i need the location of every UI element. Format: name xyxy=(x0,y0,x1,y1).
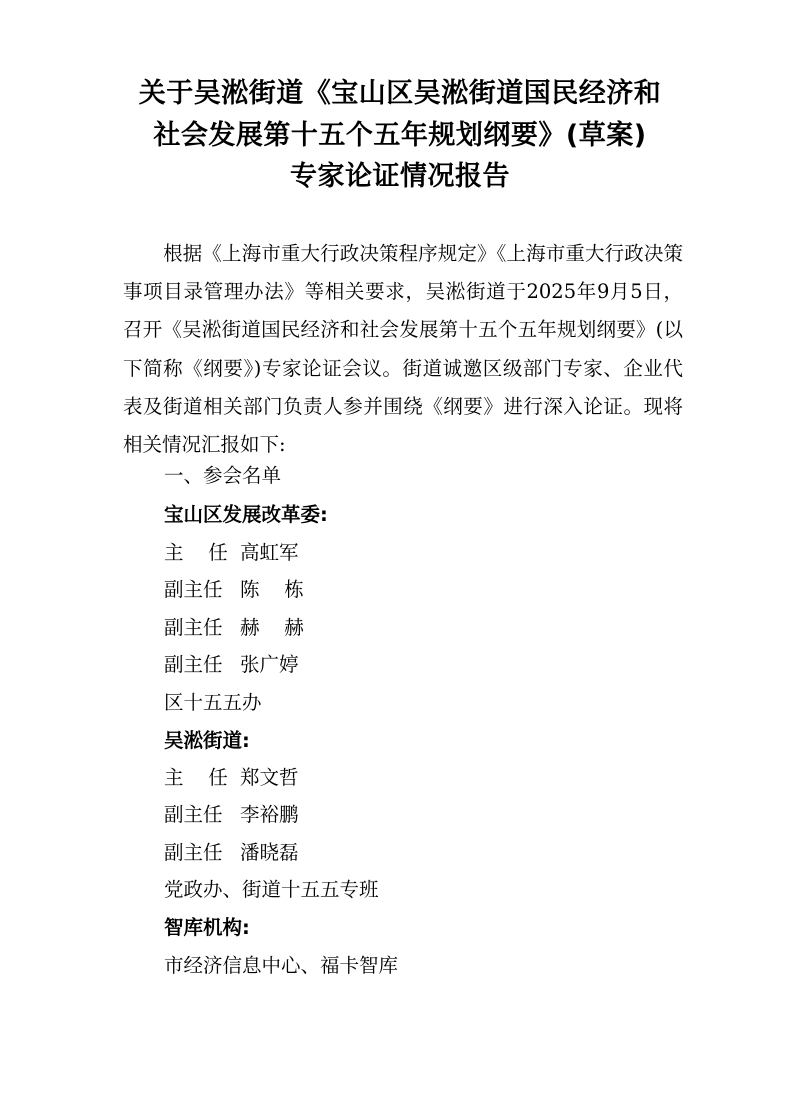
title-line-3: 专家论证情况报告 xyxy=(290,161,510,192)
member-role: 副主任 xyxy=(164,841,223,864)
member-row xyxy=(164,538,299,568)
member-row xyxy=(164,575,304,605)
member-row xyxy=(164,763,299,793)
office-line: 党政办、街道十五五专班 xyxy=(164,878,379,901)
section-heading: 一、参会名单 xyxy=(164,464,282,487)
member-name: 赫 赫 xyxy=(240,616,304,639)
member-name: 潘晓磊 xyxy=(240,841,299,864)
group-heading-ndrc: 宝山区发展改革委: xyxy=(164,503,328,526)
group-heading-thinktank: 智库机构: xyxy=(164,916,250,939)
member-row xyxy=(164,838,299,868)
member-name: 李裕鹏 xyxy=(240,803,299,826)
title-line-2: 社会发展第十五个五年规划纲要》(草案) xyxy=(153,120,647,151)
member-name: 高虹军 xyxy=(240,541,299,564)
member-role: 副主任 xyxy=(164,578,223,601)
title-line-1: 关于吴淞街道《宝山区吴淞街道国民经济和 xyxy=(138,78,662,109)
member-row xyxy=(164,800,299,830)
office-line: 区十五五办 xyxy=(164,691,262,714)
member-name: 陈 栋 xyxy=(240,578,304,601)
intro-paragraph xyxy=(123,235,683,464)
member-name: 张广婷 xyxy=(240,653,299,676)
group-heading-wusong: 吴淞街道: xyxy=(164,729,250,752)
member-role: 副主任 xyxy=(164,653,223,676)
member-role: 主 任 xyxy=(164,541,228,564)
member-role: 副主任 xyxy=(164,616,223,639)
office-line: 市经济信息中心、福卡智库 xyxy=(164,954,399,977)
member-row xyxy=(164,650,299,680)
member-row xyxy=(164,613,304,643)
member-role: 副主任 xyxy=(164,803,223,826)
member-name: 郑文哲 xyxy=(240,766,299,789)
member-role: 主 任 xyxy=(164,766,228,789)
intro-text: 根据《上海市重大行政决策程序规定》《上海市重大行政决策事项目录管理办法》等相关要求，吴淞街道于2025年9月5日，召开《吴淞街道国民经济和社会发展第十五个五年规划纲要》(以下简称《纲要》)专家论证会议。街道诚邀区级部门专家、企业代表及街道相关部门负责人参并围绕《纲要》进行深入论证。现将相关情况汇报如下: xyxy=(123,242,683,457)
